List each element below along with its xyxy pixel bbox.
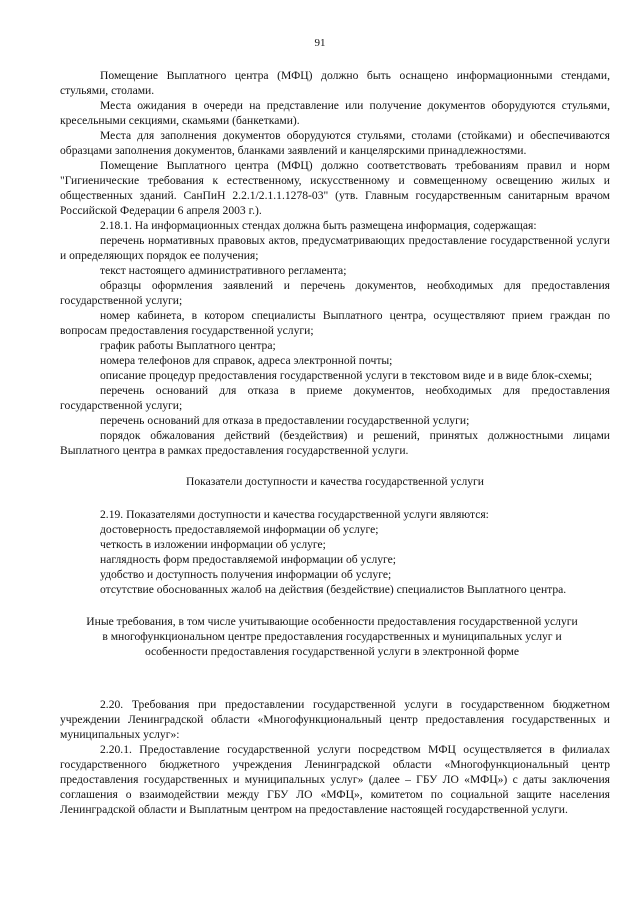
- section-heading-mfc: [42, 614, 622, 659]
- list-item: перечень оснований для отказа в приеме документов, необходимых для предоставления государственной услуги;: [60, 384, 610, 412]
- heading-line: особенности предоставления государственной услуги в электронной форме: [144, 645, 520, 658]
- section-mfc: [60, 697, 610, 817]
- page-number: 91: [314, 37, 326, 49]
- paragraph: 2.19. Показателями доступности и качества государственной услуги являются:: [100, 508, 489, 521]
- list-item: четкость в изложении информации об услуге;: [100, 538, 326, 551]
- paragraph: Места ожидания в очереди на представление или получение документов оборудуются стульями, кресельными секциями, скамьями (банкетками).: [60, 99, 610, 127]
- document-body: [60, 0, 610, 597]
- paragraph: 2.20. Требования при предоставлении государственной услуги в государственном бюджетном учреждении Ленинградской области «Многофункциональный центр предоставления государственных и муниципальных услуг»:: [60, 698, 610, 741]
- section-quality: [60, 507, 610, 597]
- section-heading: Показатели доступности и качества государственной услуги: [185, 475, 485, 488]
- paragraph: 2.18.1. На информационных стендах должна быть размещена информация, содержащая:: [100, 219, 537, 232]
- section-premises: [60, 68, 610, 458]
- list-item: отсутствие обоснованных жалоб на действия (бездействие) специалистов Выплатного центра.: [100, 583, 567, 596]
- list-item: номер кабинета, в котором специалисты Выплатного центра, осуществляют прием граждан по вопросам предоставления государственной услуги;: [60, 309, 610, 337]
- paragraph: Помещение Выплатного центра (МФЦ) должно быть оснащено информационными стендами, стульями, столами.: [60, 69, 610, 97]
- list-item: перечень нормативных правовых актов, предусматривающих предоставление государственной услуги и определяющих порядок ее получения;: [60, 234, 610, 262]
- heading-line: Иные требования, в том числе учитывающие особенности предоставления государственной услуги: [86, 615, 578, 628]
- list-item: достоверность предоставляемой информации об услуге;: [100, 523, 379, 536]
- paragraph: Помещение Выплатного центра (МФЦ) должно соответствовать требованиям правил и норм "Гигиенические требования к естественному, искусственному и совмещенному освещению жилых и общественных зданий. СанПиН 2.2.1/2.1.1.1278-03" (утв. Главным государственным санитарным врачом Российской Федерации 6 апреля 2003 г.).: [60, 159, 610, 217]
- list-item: описание процедур предоставления государственной услуги в текстовом виде и в виде блок-схемы;: [100, 369, 593, 382]
- paragraph: 2.20.1. Предоставление государственной услуги посредством МФЦ осуществляется в филиалах государственного бюджетного учреждения Ленинградской области «Многофункциональный центр предоставления государственных и муниципальных услуг» (далее – ГБУ ЛО «МФЦ») с даты заключения соглашения о взаимодействии между ГБУ ЛО «МФЦ», комитетом по социальной защите населения Ленинградской области и Выплатным центром на предоставление настоящей государственной услуги.: [60, 743, 610, 816]
- list-item: текст настоящего административного регламента;: [100, 264, 347, 277]
- list-item: образцы оформления заявлений и перечень документов, необходимых для предоставления государственной услуги;: [60, 279, 610, 307]
- list-item: график работы Выплатного центра;: [100, 339, 276, 352]
- paragraph: Места для заполнения документов оборудуются стульями, столами (стойками) и обеспечиваются образцами заполнения документов, бланками заявлений и канцелярскими принадлежностями.: [60, 129, 610, 157]
- list-item: порядок обжалования действий (бездействия) и решений, принятых должностными лицами Выплатного центра в рамках предоставления государственной услуги.: [60, 429, 610, 457]
- heading-line: в многофункциональном центре предоставления государственных и муниципальных услуг и: [102, 630, 562, 643]
- list-item: удобство и доступность получения информации об услуге;: [100, 568, 392, 581]
- list-item: перечень оснований для отказа в предоставлении государственной услуги;: [100, 414, 470, 427]
- list-item: наглядность форм предоставляемой информации об услуге;: [100, 553, 397, 566]
- list-item: номера телефонов для справок, адреса электронной почты;: [100, 354, 393, 367]
